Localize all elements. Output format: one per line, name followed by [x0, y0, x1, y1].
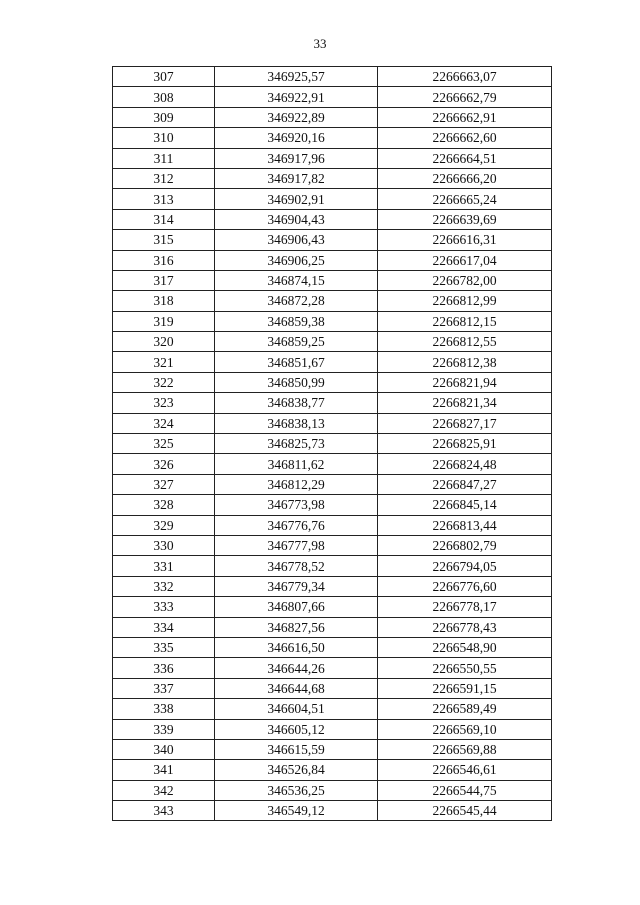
point-number-cell: 318 [113, 291, 215, 311]
x-coordinate-cell: 346776,76 [215, 515, 378, 535]
table-row [113, 332, 552, 352]
x-coordinate-cell: 346812,29 [215, 474, 378, 494]
y-coordinate-cell: 2266794,05 [378, 556, 552, 576]
x-coordinate-cell: 346773,98 [215, 495, 378, 515]
point-number-cell: 343 [113, 801, 215, 821]
x-coordinate-cell: 346838,13 [215, 413, 378, 433]
table-row [113, 311, 552, 331]
y-coordinate-cell: 2266812,15 [378, 311, 552, 331]
x-coordinate-cell: 346902,91 [215, 189, 378, 209]
point-number-cell: 317 [113, 270, 215, 290]
point-number-cell: 319 [113, 311, 215, 331]
point-number-cell: 323 [113, 393, 215, 413]
table-row [113, 270, 552, 290]
y-coordinate-cell: 2266847,27 [378, 474, 552, 494]
table-row [113, 576, 552, 596]
point-number-cell: 316 [113, 250, 215, 270]
y-coordinate-cell: 2266666,20 [378, 168, 552, 188]
y-coordinate-cell: 2266825,91 [378, 434, 552, 454]
table-row [113, 474, 552, 494]
x-coordinate-cell: 346825,73 [215, 434, 378, 454]
x-coordinate-cell: 346526,84 [215, 760, 378, 780]
point-number-cell: 337 [113, 678, 215, 698]
y-coordinate-cell: 2266664,51 [378, 148, 552, 168]
table-row [113, 168, 552, 188]
table-row [113, 393, 552, 413]
point-number-cell: 307 [113, 67, 215, 87]
table-row [113, 250, 552, 270]
y-coordinate-cell: 2266821,34 [378, 393, 552, 413]
x-coordinate-cell: 346906,43 [215, 230, 378, 250]
x-coordinate-cell: 346904,43 [215, 209, 378, 229]
x-coordinate-cell: 346850,99 [215, 372, 378, 392]
point-number-cell: 312 [113, 168, 215, 188]
point-number-cell: 324 [113, 413, 215, 433]
y-coordinate-cell: 2266617,04 [378, 250, 552, 270]
x-coordinate-cell: 346605,12 [215, 719, 378, 739]
point-number-cell: 335 [113, 637, 215, 657]
x-coordinate-cell: 346644,68 [215, 678, 378, 698]
x-coordinate-cell: 346859,38 [215, 311, 378, 331]
point-number-cell: 333 [113, 597, 215, 617]
y-coordinate-cell: 2266776,60 [378, 576, 552, 596]
y-coordinate-cell: 2266662,79 [378, 87, 552, 107]
x-coordinate-cell: 346872,28 [215, 291, 378, 311]
y-coordinate-cell: 2266662,91 [378, 107, 552, 127]
point-number-cell: 332 [113, 576, 215, 596]
x-coordinate-cell: 346807,66 [215, 597, 378, 617]
y-coordinate-cell: 2266616,31 [378, 230, 552, 250]
point-number-cell: 338 [113, 699, 215, 719]
table-row [113, 637, 552, 657]
table-row [113, 495, 552, 515]
y-coordinate-cell: 2266569,10 [378, 719, 552, 739]
point-number-cell: 320 [113, 332, 215, 352]
table-row [113, 658, 552, 678]
y-coordinate-cell: 2266812,99 [378, 291, 552, 311]
x-coordinate-cell: 346906,25 [215, 250, 378, 270]
x-coordinate-cell: 346917,82 [215, 168, 378, 188]
table-row [113, 739, 552, 759]
coordinates-table [112, 66, 552, 821]
point-number-cell: 311 [113, 148, 215, 168]
point-number-cell: 342 [113, 780, 215, 800]
y-coordinate-cell: 2266665,24 [378, 189, 552, 209]
table-row [113, 67, 552, 87]
point-number-cell: 341 [113, 760, 215, 780]
x-coordinate-cell: 346777,98 [215, 535, 378, 555]
x-coordinate-cell: 346922,91 [215, 87, 378, 107]
page-number: 33 [313, 36, 327, 51]
y-coordinate-cell: 2266812,55 [378, 332, 552, 352]
point-number-cell: 322 [113, 372, 215, 392]
x-coordinate-cell: 346811,62 [215, 454, 378, 474]
x-coordinate-cell: 346838,77 [215, 393, 378, 413]
x-coordinate-cell: 346920,16 [215, 128, 378, 148]
point-number-cell: 313 [113, 189, 215, 209]
table-row [113, 515, 552, 535]
table-row [113, 699, 552, 719]
y-coordinate-cell: 2266545,44 [378, 801, 552, 821]
table-row [113, 617, 552, 637]
point-number-cell: 315 [113, 230, 215, 250]
y-coordinate-cell: 2266824,48 [378, 454, 552, 474]
table-row [113, 148, 552, 168]
x-coordinate-cell: 346922,89 [215, 107, 378, 127]
x-coordinate-cell: 346778,52 [215, 556, 378, 576]
y-coordinate-cell: 2266827,17 [378, 413, 552, 433]
x-coordinate-cell: 346827,56 [215, 617, 378, 637]
table-row [113, 597, 552, 617]
table-row [113, 230, 552, 250]
point-number-cell: 327 [113, 474, 215, 494]
y-coordinate-cell: 2266778,17 [378, 597, 552, 617]
table-row [113, 760, 552, 780]
x-coordinate-cell: 346616,50 [215, 637, 378, 657]
point-number-cell: 328 [113, 495, 215, 515]
x-coordinate-cell: 346874,15 [215, 270, 378, 290]
y-coordinate-cell: 2266591,15 [378, 678, 552, 698]
table-row [113, 352, 552, 372]
x-coordinate-cell: 346615,59 [215, 739, 378, 759]
x-coordinate-cell: 346604,51 [215, 699, 378, 719]
y-coordinate-cell: 2266813,44 [378, 515, 552, 535]
table-row [113, 719, 552, 739]
table-row [113, 209, 552, 229]
x-coordinate-cell: 346549,12 [215, 801, 378, 821]
y-coordinate-cell: 2266812,38 [378, 352, 552, 372]
point-number-cell: 325 [113, 434, 215, 454]
point-number-cell: 336 [113, 658, 215, 678]
point-number-cell: 334 [113, 617, 215, 637]
table-row [113, 372, 552, 392]
y-coordinate-cell: 2266662,60 [378, 128, 552, 148]
y-coordinate-cell: 2266544,75 [378, 780, 552, 800]
table-row [113, 801, 552, 821]
table-row [113, 189, 552, 209]
y-coordinate-cell: 2266782,00 [378, 270, 552, 290]
y-coordinate-cell: 2266589,49 [378, 699, 552, 719]
point-number-cell: 308 [113, 87, 215, 107]
point-number-cell: 309 [113, 107, 215, 127]
table-row [113, 454, 552, 474]
table-row [113, 535, 552, 555]
point-number-cell: 326 [113, 454, 215, 474]
table-row [113, 678, 552, 698]
y-coordinate-cell: 2266550,55 [378, 658, 552, 678]
point-number-cell: 310 [113, 128, 215, 148]
table-row [113, 87, 552, 107]
table-row [113, 434, 552, 454]
point-number-cell: 321 [113, 352, 215, 372]
table-row [113, 780, 552, 800]
point-number-cell: 331 [113, 556, 215, 576]
table-row [113, 556, 552, 576]
y-coordinate-cell: 2266802,79 [378, 535, 552, 555]
point-number-cell: 330 [113, 535, 215, 555]
point-number-cell: 314 [113, 209, 215, 229]
y-coordinate-cell: 2266663,07 [378, 67, 552, 87]
table-row [113, 128, 552, 148]
y-coordinate-cell: 2266845,14 [378, 495, 552, 515]
x-coordinate-cell: 346851,67 [215, 352, 378, 372]
x-coordinate-cell: 346644,26 [215, 658, 378, 678]
y-coordinate-cell: 2266639,69 [378, 209, 552, 229]
table-row [113, 291, 552, 311]
point-number-cell: 339 [113, 719, 215, 739]
x-coordinate-cell: 346925,57 [215, 67, 378, 87]
y-coordinate-cell: 2266569,88 [378, 739, 552, 759]
y-coordinate-cell: 2266548,90 [378, 637, 552, 657]
x-coordinate-cell: 346859,25 [215, 332, 378, 352]
table-row [113, 107, 552, 127]
table-row [113, 413, 552, 433]
y-coordinate-cell: 2266778,43 [378, 617, 552, 637]
y-coordinate-cell: 2266821,94 [378, 372, 552, 392]
point-number-cell: 329 [113, 515, 215, 535]
x-coordinate-cell: 346536,25 [215, 780, 378, 800]
x-coordinate-cell: 346779,34 [215, 576, 378, 596]
coordinates-table-body [113, 67, 552, 821]
y-coordinate-cell: 2266546,61 [378, 760, 552, 780]
x-coordinate-cell: 346917,96 [215, 148, 378, 168]
point-number-cell: 340 [113, 739, 215, 759]
